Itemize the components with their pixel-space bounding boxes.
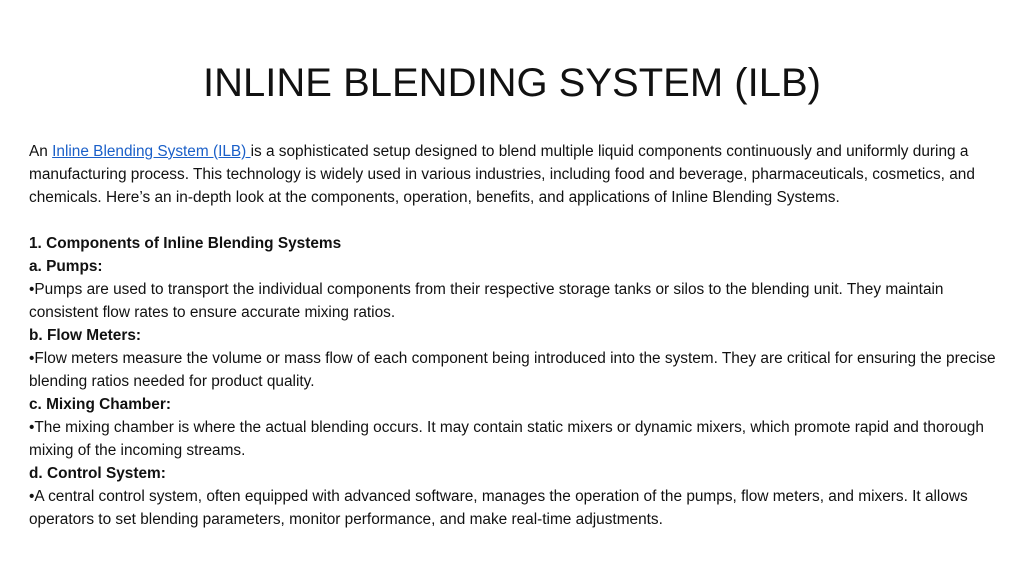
control-system-heading: d. Control System: bbox=[29, 465, 166, 482]
intro-text: is a sophisticated setup designed to blend multiple liquid components continuously and uniformly during a manufacturing process. This technology is widely used in various industries, including food and beverage, pharmaceuticals, cosmetics, and chemicals. Here’s an in-depth look at the components, operation, benefits, and applications of Inline Blending Systems. bbox=[29, 143, 975, 206]
mixing-chamber-heading: c. Mixing Chamber: bbox=[29, 396, 171, 413]
section-heading: 1. Components of Inline Blending Systems bbox=[29, 235, 342, 252]
control-system-text: •A central control system, often equipped with advanced software, manages the operation of the pumps, flow meters, and mixers. It allows operators to set blending parameters, monitor performance, and make real-time adjustments. bbox=[29, 488, 968, 528]
mixing-chamber-text: •The mixing chamber is where the actual blending occurs. It may contain static mixers or dynamic mixers, which promote rapid and thorough mixing of the incoming streams. bbox=[29, 419, 984, 459]
pumps-heading: a. Pumps: bbox=[29, 258, 103, 275]
ilb-link[interactable]: Inline Blending System (ILB) bbox=[52, 143, 251, 160]
slide-body bbox=[29, 140, 997, 531]
flow-meters-heading: b. Flow Meters: bbox=[29, 327, 142, 344]
pumps-text: •Pumps are used to transport the individual components from their respective storage tanks or silos to the blending unit. They maintain consistent flow rates to ensure accurate mixing ratios. bbox=[29, 281, 944, 321]
slide-title: INLINE BLENDING SYSTEM (ILB) bbox=[203, 61, 821, 105]
flow-meters-text: •Flow meters measure the volume or mass flow of each component being introduced into the system. They are critical for ensuring the precise blending ratios needed for product quality. bbox=[29, 350, 996, 390]
intro-paragraph bbox=[29, 140, 997, 209]
intro-prefix: An bbox=[29, 143, 53, 160]
